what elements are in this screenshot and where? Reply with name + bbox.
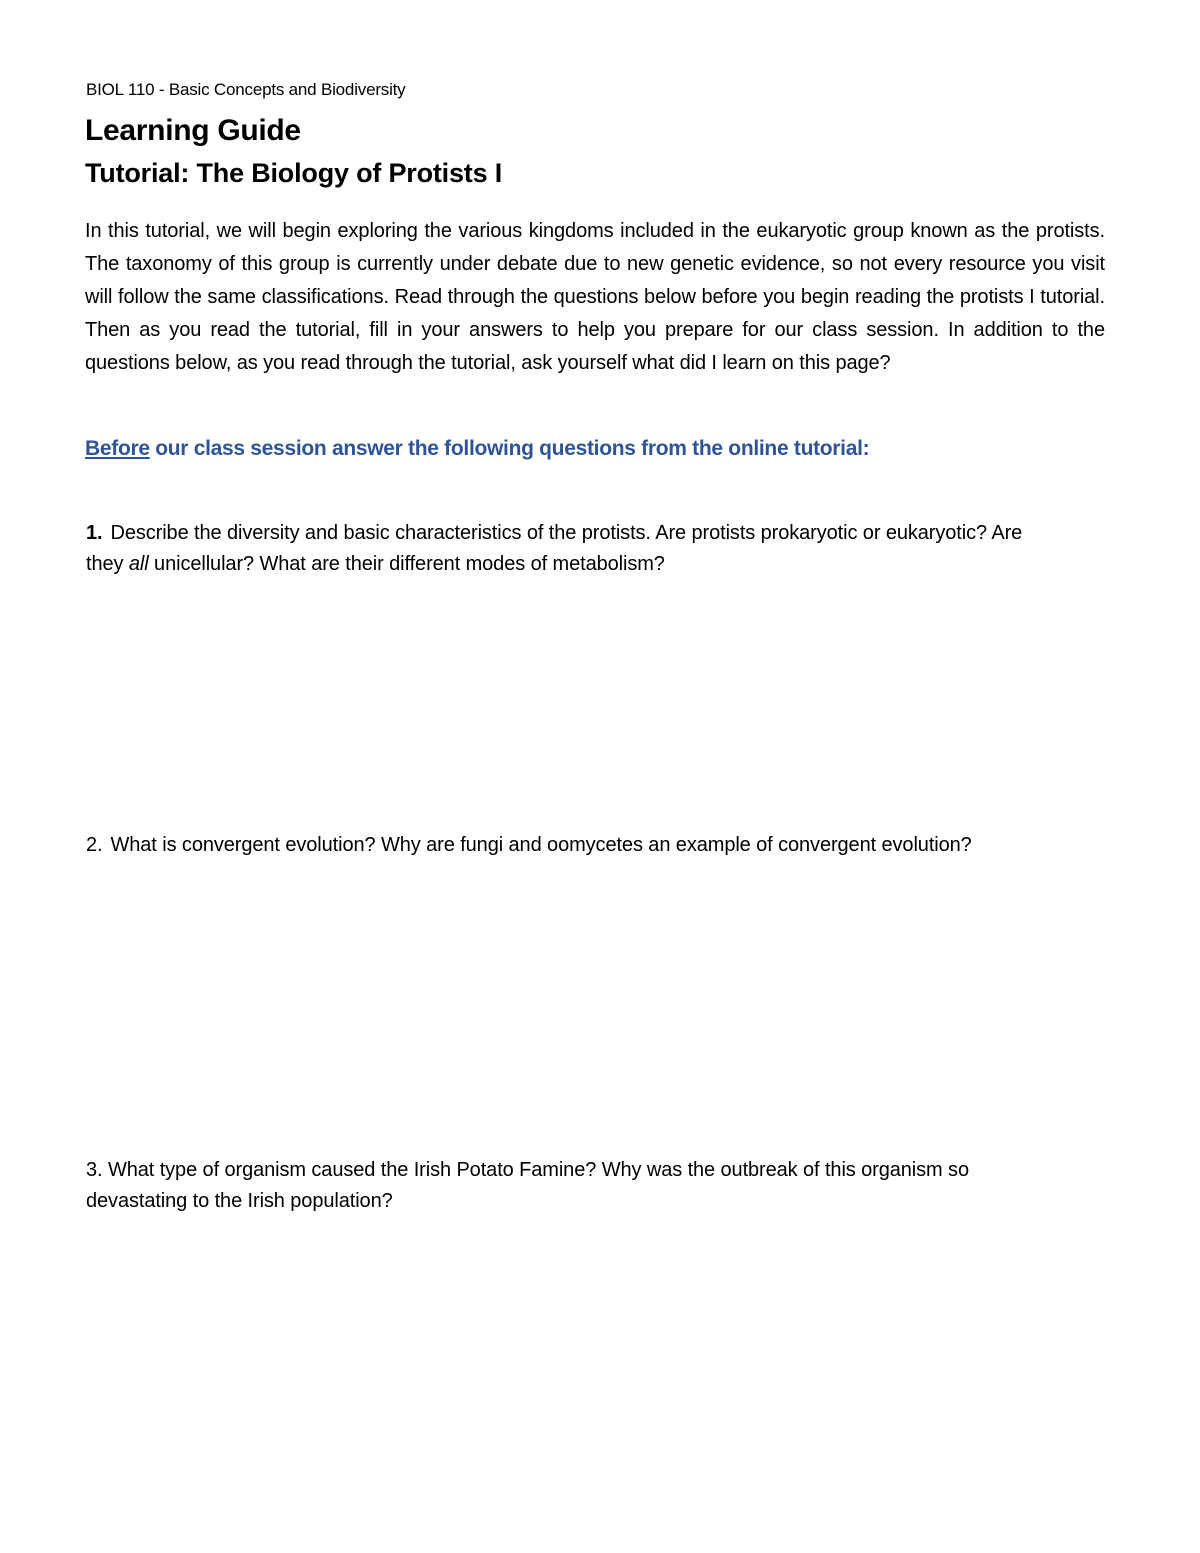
document-title: Learning Guide (85, 114, 301, 147)
question-text: unicellular? What are their different modes of metabolism? (148, 553, 665, 575)
question-2 (86, 830, 1126, 861)
intro-line: the protists. The taxonomy of this group is currently under debate due to new genetic evidence, so not (85, 220, 1105, 275)
tutorial-subtitle (85, 158, 502, 189)
intro-line: for our class session. In addition to the questions below, as you read through the tutorial, ask yourself (85, 319, 1105, 374)
question-text: Describe the diversity and basic characteristics of the protists. Are protists prokaryotic or eukaryotic? Are (110, 522, 1023, 544)
question-text: devastating to the Irish population? (86, 1190, 393, 1212)
intro-line: begin reading the protists I tutorial. Then as you read the tutorial, fill in your answers to help you prepare (85, 286, 1105, 341)
intro-line: what did I learn on this page? (632, 352, 891, 374)
question-number: 3. (86, 1159, 103, 1181)
question-emphasis: all (128, 553, 149, 575)
intro-paragraph (85, 215, 1105, 380)
question-1 (86, 518, 1126, 580)
tutorial-name: The Biology of Protists I (196, 158, 503, 188)
question-3 (86, 1155, 1126, 1217)
instruction-rest: our class session answer the following questions from the online tutorial: (149, 437, 870, 460)
instruction-heading (85, 437, 869, 461)
intro-line: In this tutorial, we will begin exploring the various kingdoms included in the eukaryotic group known as (85, 220, 996, 242)
question-number: 2. (86, 834, 103, 856)
question-text: What type of organism caused the Irish Potato Famine? Why was the outbreak of this organism so (107, 1159, 969, 1181)
course-header: BIOL 110 - Basic Concepts and Biodiversity (86, 80, 406, 99)
question-number: 1. (86, 522, 103, 544)
instruction-emphasis: Before (85, 437, 150, 460)
intro-line: every resource you visit will follow the same classifications. Read through the questions below before you (85, 253, 1105, 308)
question-text: What is convergent evolution? Why are fungi and oomycetes an example of convergent evolution? (110, 834, 972, 856)
question-text: they (86, 553, 129, 575)
tutorial-label: Tutorial: (85, 158, 190, 188)
